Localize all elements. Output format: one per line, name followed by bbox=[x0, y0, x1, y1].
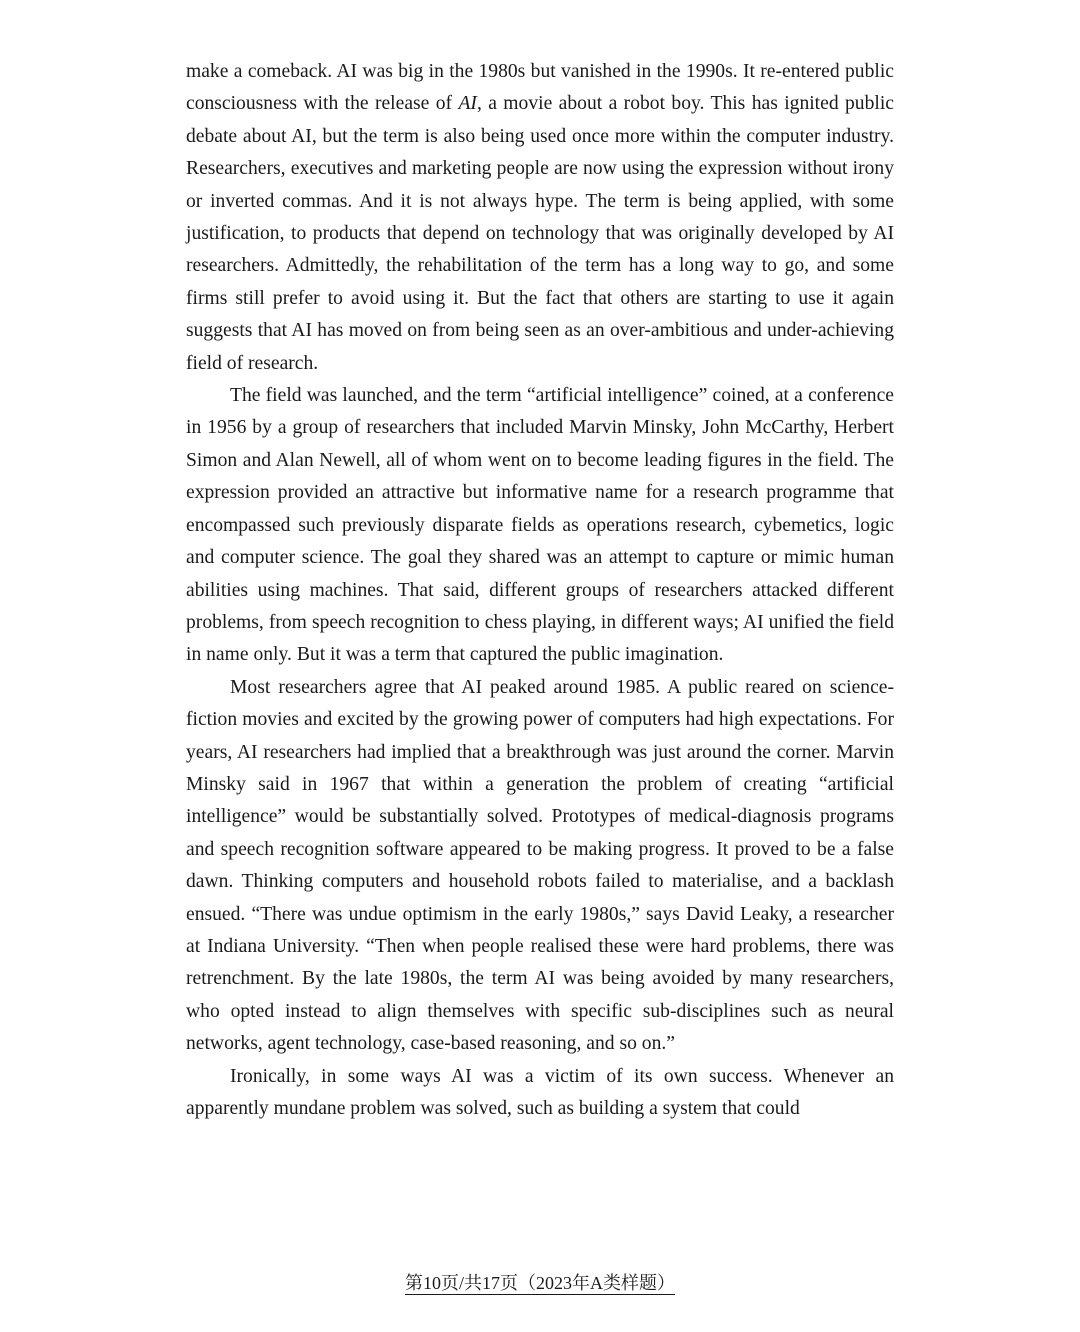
page-footer bbox=[0, 1269, 1080, 1297]
paragraph-3 bbox=[186, 672, 894, 1061]
paragraph-1-text-a: make a comeback. AI was big in the 1980s but vanished in the 1990s. It re-entered public consciousness with the release of bbox=[186, 61, 894, 115]
paragraph-2-text: The field was launched, and the term “artificial intelligence” coined, at a conference in 1956 by a group of researchers that included Marvin Minsky, John McCarthy, Herbert Simon and Alan Newell, all of whom went on to become leading figures in the field. The expression provided an attractive but informative name for a research programme that encompassed such previously disparate fields as operations research, cybemetics, logic and computer science. The goal they shared was an attempt to capture or mimic human abilities using machines. That said, different groups of researchers attacked different problems, from speech recognition to chess playing, in different ways; AI unified the field in name only. But it was a term that captured the public imagination. bbox=[186, 385, 894, 666]
paragraph-3-text: Most researchers agree that AI peaked around 1985. A public reared on science-fiction movies and excited by the growing power of computers had high expectations. For years, AI researchers had implied that a breakthrough was just around the corner. Marvin Minsky said in 1967 that within a generation the problem of creating “artificial intelligence” would be substantially solved. Prototypes of medical-diagnosis programs and speech recognition software appeared to be making progress. It proved to be a false dawn. Thinking computers and household robots failed to materialise, and a backlash ensued. “There was undue optimism in the early 1980s,” says David Leaky, a researcher at Indiana University. “Then when people realised these were hard problems, there was retrenchment. By the late 1980s, the term AI was being avoided by many researchers, who opted instead to align themselves with specific sub-disciplines such as neural networks, agent technology, case-based reasoning, and so on.” bbox=[186, 676, 894, 1055]
paragraph-4 bbox=[186, 1061, 894, 1126]
paragraph-1-text-b: , a movie about a robot boy. This has ignited public debate about AI, but the term is also being used once more within the computer industry. Researchers, executives and marketing people are now using the expression without irony or inverted commas. And it is not always hype. The term is being applied, with some justification, to products that depend on technology that was originally developed by AI researchers. Admittedly, the rehabilitation of the term has a long way to go, and some firms still prefer to avoid using it. But the fact that others are starting to use it again suggests that AI has moved on from being seen as an over-ambitious and under-achieving field of research. bbox=[186, 93, 894, 374]
movie-title-ai: AI bbox=[458, 93, 477, 115]
paragraph-1 bbox=[186, 56, 894, 380]
page-number-label: 第10页/共17页（2023年A类样题） bbox=[405, 1273, 675, 1293]
document-body bbox=[186, 56, 894, 1125]
paragraph-4-text: Ironically, in some ways AI was a victim of its own success. Whenever an apparently mundane problem was solved, such as building a system that could bbox=[186, 1065, 894, 1119]
paragraph-2 bbox=[186, 380, 894, 672]
